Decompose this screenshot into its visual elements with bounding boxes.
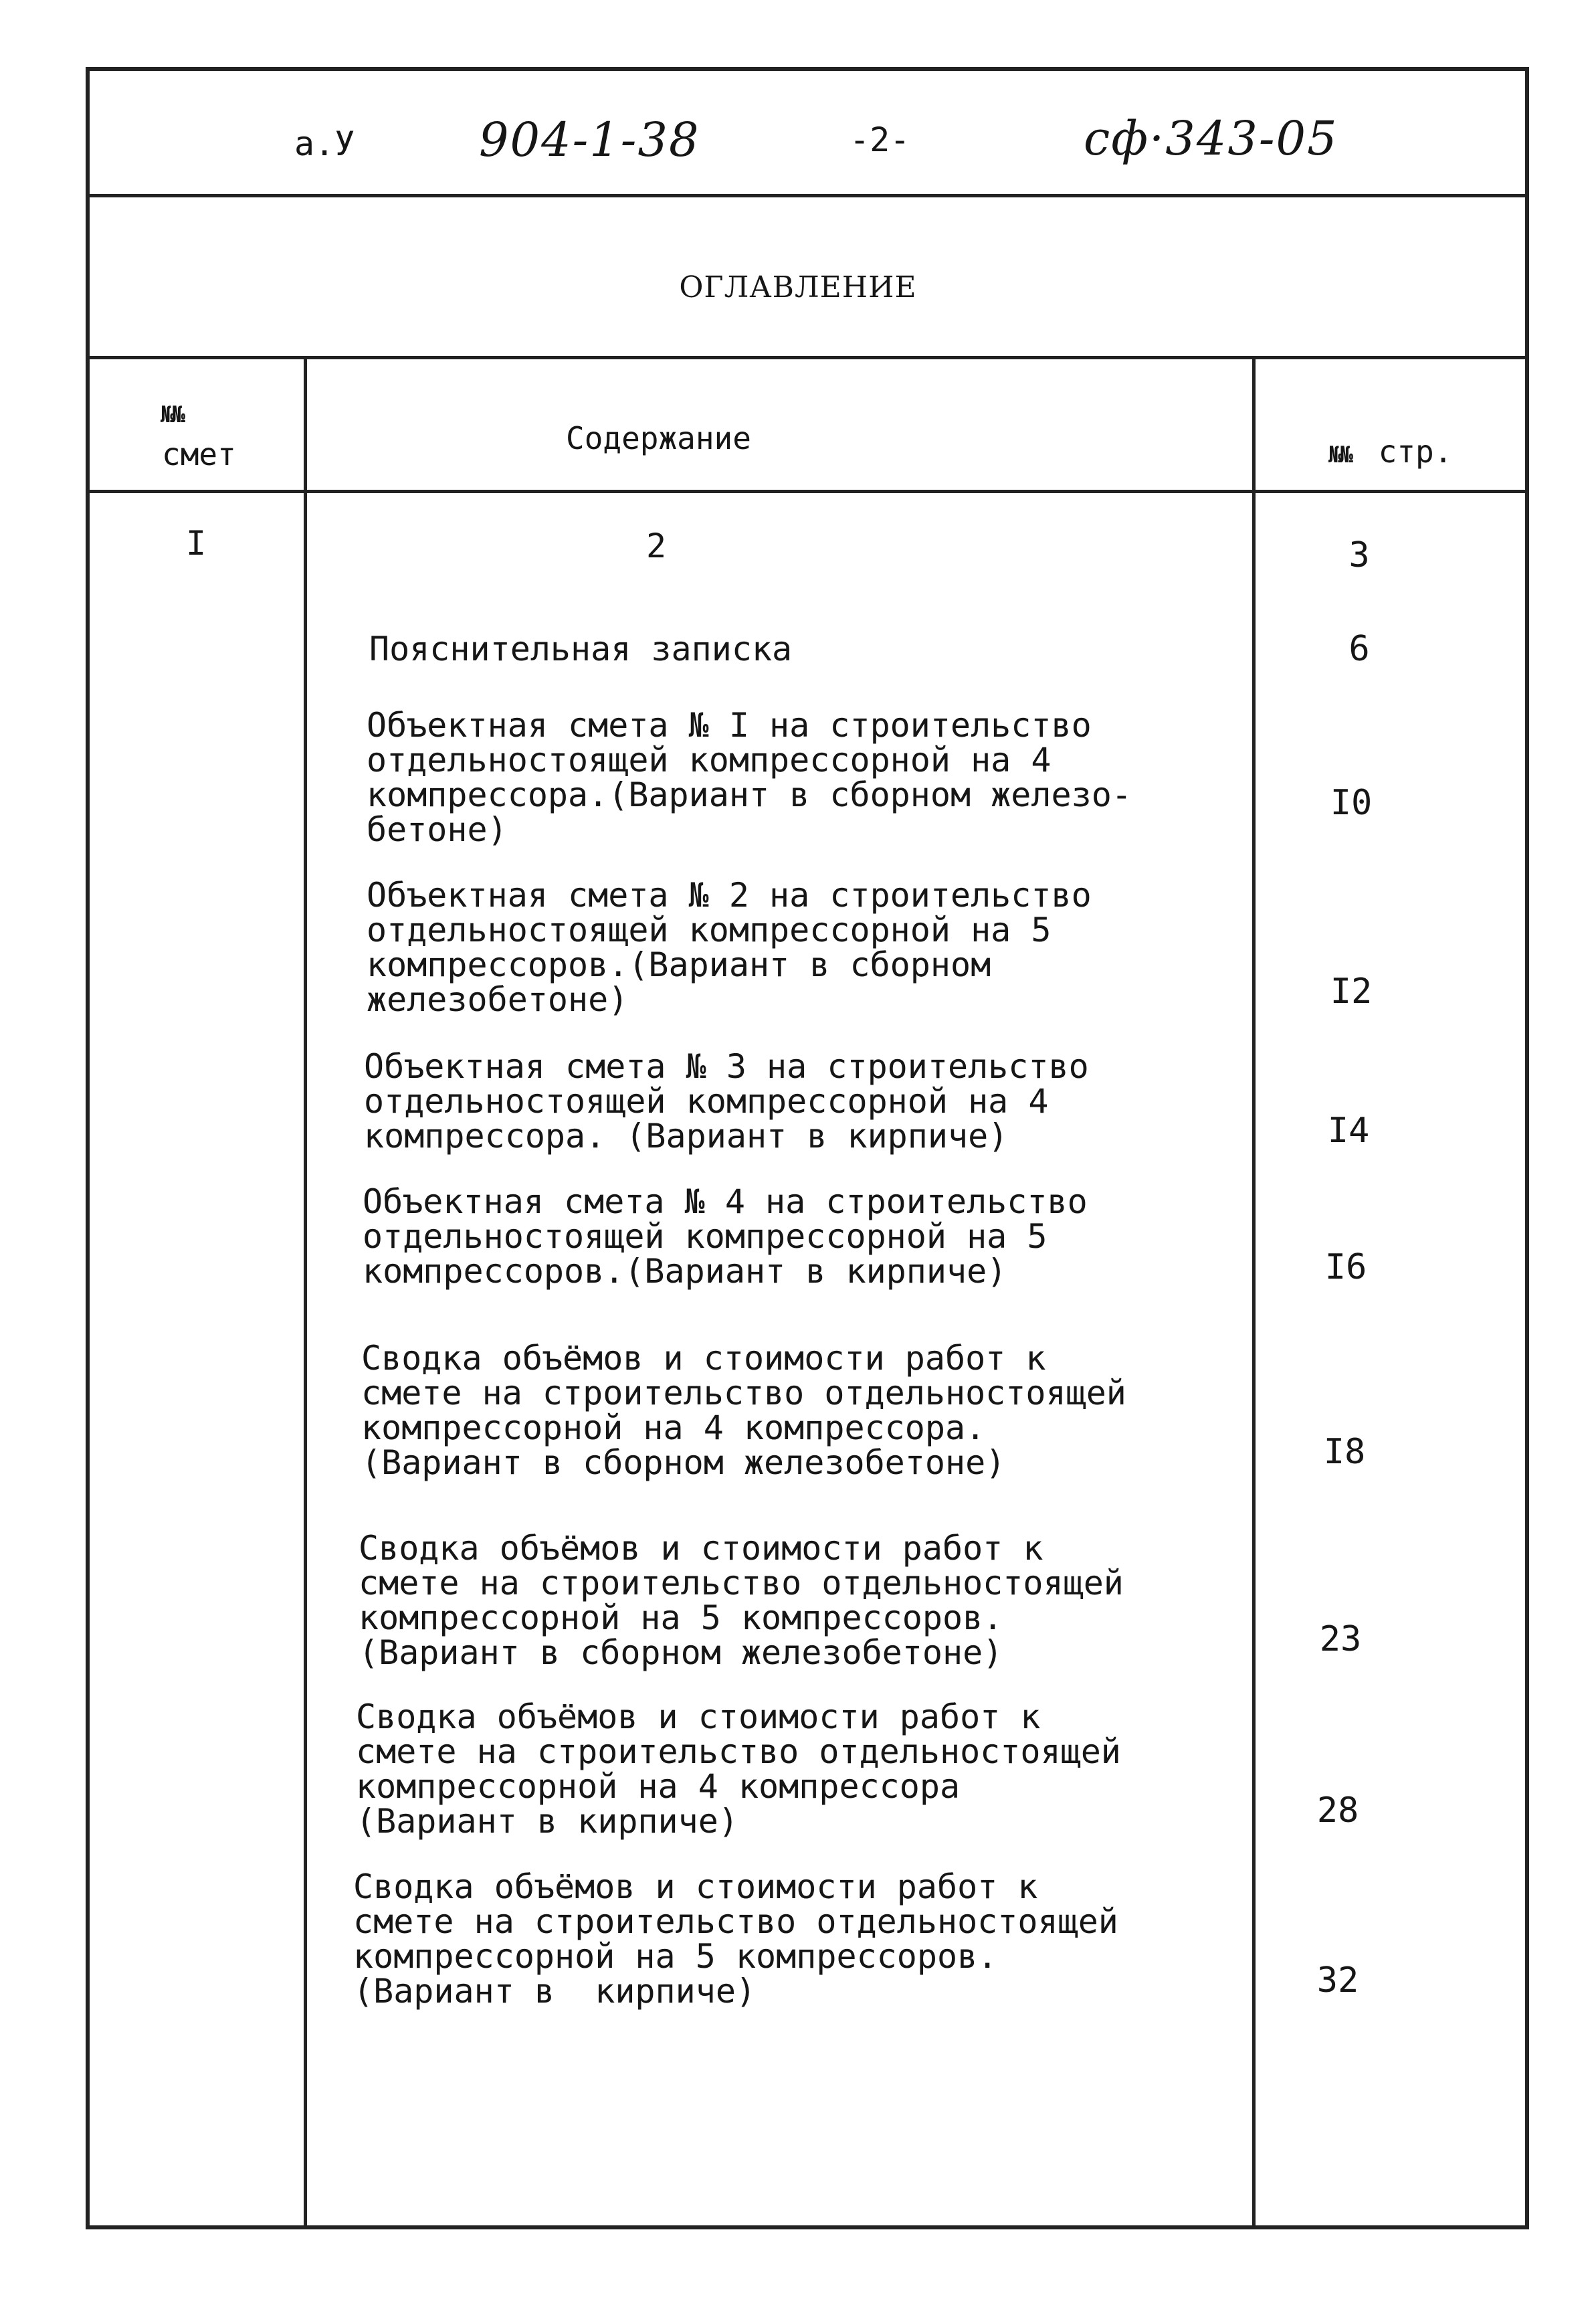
toc-entry: Объектная смета № 3 на строительство отдельностоящей компрессорной на 4 компрессора. (Вариант в кирпиче) [364,1047,1089,1156]
toc-entry: Сводка объёмов и стоимости работ к смете на строительство отдельностоящей компрессорной на 5 компрессоров. (Вариант в сборном железобетоне) [359,1529,1124,1672]
toc-page: I0 [1330,783,1373,823]
page-number-header [1328,434,1452,470]
toc-page: 28 [1316,1790,1359,1831]
toc-page: I6 [1324,1247,1367,1287]
index-col3: 3 [1349,535,1370,575]
estimate-number-symbol: №№ [161,401,183,428]
project-code: 904-1-38 [479,112,700,167]
toc-page: 6 [1349,629,1370,669]
toc-entry: Объектная смета № 4 на строительство отдельностоящей компрессорной на 5 компрессоров.(Вариант в кирпиче) [363,1182,1088,1291]
page-number-symbol: №№ [1328,442,1351,468]
index-col2: 2 [646,527,667,565]
content-header: Содержание [566,420,751,456]
page-title: ОГЛАВЛЕНИЕ [679,270,917,304]
toc-entry: Сводка объёмов и стоимости работ к смете на строительство отдельностоящей компрессорной на 5 компрессоров. (Вариант в кирпиче) [353,1867,1118,2011]
index-col1: I [186,524,207,563]
toc-page: 32 [1316,1960,1359,2001]
toc-page: 23 [1319,1619,1362,1659]
column-divider-left [304,359,307,2229]
estimate-number-label: смет [162,436,236,472]
toc-entry: Сводка объёмов и стоимости работ к смете на строительство отдельностоящей компрессорной на 4 компрессора. (Вариант в сборном железобетоне) [361,1339,1126,1482]
doc-code: сф·343-05 [1084,111,1338,166]
toc-entry: Сводка объёмов и стоимости работ к смете на строительство отдельностоящей компрессорной на 4 компрессора (Вариант в кирпиче) [356,1697,1121,1841]
toc-page: I4 [1327,1111,1370,1151]
column-header-divider [86,490,1529,493]
page-number-label: стр. [1378,434,1453,470]
page-marker: -2- [850,120,910,159]
toc-entry: Пояснительная записка [369,630,793,668]
header-divider [86,194,1529,197]
column-divider-right [1252,359,1256,2229]
header-prefix: а.У [294,124,355,163]
toc-entry: Объектная смета № I на строительство отдельностоящей компрессорной на 4 компрессора.(Вариант в сборном железо- бетоне) [367,706,1132,849]
toc-page: I8 [1323,1432,1366,1472]
toc-entry: Объектная смета № 2 на строительство отдельностоящей компрессорной на 5 компрессоров.(Вариант в сборном железобетоне) [367,876,1092,1019]
title-divider [86,356,1529,359]
toc-page: I2 [1330,972,1373,1012]
